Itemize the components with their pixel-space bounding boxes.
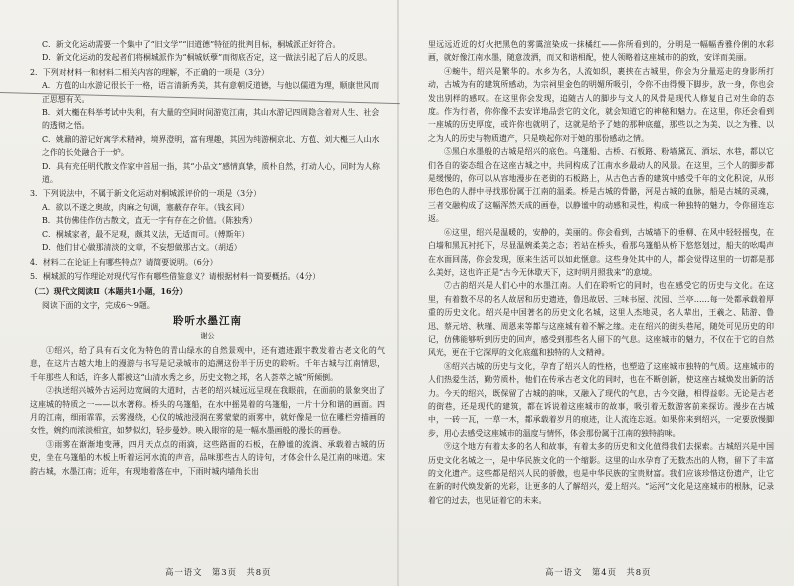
page-footer-left: 高一语文 第3页 共8页 [165, 567, 272, 577]
essay-paragraph-1: ①绍兴，给了具有石文化为特色的青山绿水的自然景观中，还有遗迹跟宇教发着古老文化的气息，在这片古越大地上的漫游与书写是记录城市的追溯这份半于历史的聆听。千年古城与江南情思，千年那些人和话，许多人都被这“山清水秀之乡，历史文物之邦，名人荟萃之城”所倾倒。 [30, 345, 385, 382]
q3-option-b: B．其仿佛佳作仿古散文，直无一字有存在之价值。（陈独秀） [42, 216, 257, 226]
essay-paragraph-3: ③雨雾在渐渐地变薄，四月天点点的雨滴，这些路面的石板，在静谧的流淌、承载着古城的历史，坐在乌篷船的木板上听着运河水流的声音，品味那些古人的诗句，才体会什么是江南的味道。宋韵古城，水墨江南；近年，有现地着落在中，下雨时城内墙角长出 [30, 439, 385, 476]
q2-option-b: B．刘大櫆在科举考试中失利，有大量的空间时间游览江南，其山水游记四周隐含着对人生、社会的透彻之悟。 [42, 108, 380, 131]
essay-paragraph-4: ④蜿牛，绍兴是繁华的。水乡为名，人流如织，裹挟在古城里，你会为分量巡走的身影所打动，古城为有的建筑所感动，为宗祠里金色的明媚所吸引，令你不由得慢下脚步，放一身，你也会发出别样的感叹。在这里你会发现，追随古人的脚步与文人的风骨是现代人修复自己对生命的态度。作为行者，你你像不去安详地品尝它的文化，就会知道它的神秘和魅力。在这里，你还会看到一座城的历史厚度，或许你也就明了，这就是给予了她的那种底蕴，那些以之为美、以之为雅、以之为人的历史与物质遗产，只是唤起你对于她的那份感动之情。 [428, 66, 774, 143]
essay-paragraph-2: ②执送绍兴城外古运河边宽阔的大道时，古老的绍兴城远远呈现在我眼前，在面前的景象突出了这座城的特质之一——以水著称。桥头的乌篷船，在水中摇晃着的乌篷船，一片十分和谐的画面。四月的江南，细雨霏霏，云雾漫绕，心仪的城池浸润在雾蒙蒙的雨雾中，就好像是一位在雕栏旁描画的女性，婉约而浓淡相宜，如梦似幻，轻步曼妙。映入眼帘的是一幅水墨画般的漫长的画卷。 [30, 386, 385, 436]
page-footer-right: 高一语文 第4页 共8页 [545, 567, 652, 577]
essay-paragraph-7: ⑦古韵绍兴是人们心中的水墨江南。人们在聆听它的同时，也在感受它的历史与文化。在这里，有着数不尽的名人故居和历史遗迹，鲁迅故居、三味书屋、沈园、兰亭……每一处都承载着厚重的历史文化。绍兴是中国著名的历史文化名城，这里人杰地灵，名人辈出，王羲之、陆游、鲁迅、蔡元培、秋瑾、周恩来等都与这座城有着不解之缘。走在绍兴的街头巷尾，随处可见历史的印记，仿佛能够听到历史的回声，感受到那些名人留下的气息。这座城市的魅力，不仅在于它的自然风光，更在于它深厚的文化底蕴和独特的人文精神。 [428, 281, 774, 358]
right-page [428, 38, 774, 507]
q3-option-c: C．桐城家者，最不足观，颇其义法，无适而可。（傅斯年） [42, 229, 250, 239]
essay-paragraph-9: ⑨这个地方有着太多的名人和故事，有着太多的历史和文化值得我们去探索。古城绍兴是中国历史文化名城之一，是中华民族文化的一个缩影。这里的山水孕育了无数杰出的人物，留下了丰富的文化遗产。这些都是绍兴人民的骄傲，也是中华民族的宝贵财富。我们应该珍惜这份遗产，让它在新的时代焕发新的光彩，让更多的人了解绍兴，爱上绍兴。“运河”文化是这座城市的根脉，记录着它的过去，也见证着它的未来。 [428, 442, 774, 505]
question-2: 2．下列对材料一和材料二相关内容的理解，不正确的一项是（3分） [30, 67, 269, 77]
question-4: 4．材料二在论证上有哪些特点？请简要说明。（6分） [30, 257, 218, 267]
q2-option-d: D．具有充任明代散文作家中首屈一指，其“小品文”感情真挚，质朴自然，打动人心，同时为人称道。 [42, 161, 380, 185]
q3-option-a: A．欲以不遂之奥故，肉麻之句调，塞蔽存存年。（钱玄同） [42, 202, 249, 212]
essay-paragraph-6: ⑥这里，绍兴是温暖的，安静的，美丽的。你会看到，古城墙下的垂柳、在风中轻轻摇曳，在白墙和黑瓦衬托下，尽显温婉柔美之态；若站在桥头，看那乌篷船从桥下悠悠划过，船夫的吆喝声在水面回荡，你会发现，原来生活可以如此惬意。这些身处其中的人，都会觉得这里的一切都是那么美好，这也许正是“古今无休歇天下，这时明月照我来”的意境。 [428, 227, 774, 277]
essay-title: 聆听水墨江南 [173, 315, 242, 328]
essay-paragraph-5: ⑤黑白水墨般的古城是绍兴的底色。乌篷船、古桥、石板路、粉墙黛瓦、酒坛、水巷，都以它们各自的姿态组合在这座古城之中，共同构成了江南水乡最动人的风景。在这里，三个人的脚步都是缓慢的，你可以从容地漫步在老街的石板路上，从古色古香的建筑中感受千年的文化积淀，从形形色色的人群中寻找那份属于江南的温柔。桥是古城的骨骼，河是古城的血脉，船是古城的灵魂，三者交融构成了这幅浑然天成的画卷，以静谧中的动感和灵性，构成一种独特的魅力，令你留连忘返。 [428, 147, 774, 224]
q2-option-c: C．姚鼐的游记好寓学术精神，境界澄明，富有理趣，其因为纯游桐京北、方苞、刘大櫆三人山水之作的长处融合于一炉。 [42, 134, 380, 158]
q1-option-d: D．新文化运动的发起者们将桐城派作为“桐城妖孽”而彻底否定，这一做法引起了后人的反思。 [42, 53, 373, 63]
essay-paragraph-3-cont: 里远远近近的灯火把黑色的雾霭渲染成一抹橘红——你所看到的，分明是一幅幅香雅伶俐的水彩画，就好像江南水墨，随意泼洒，而又和谐相配，使人领略着这座城市的韵致，安详而美丽。 [428, 40, 774, 63]
essay-paragraph-8: ⑧绍兴古城的历史与文化，孕育了绍兴人的性格，也塑造了这座城市独特的气质。这座城市的人们热爱生活，勤劳质朴，他们在传承古老文化的同时，也在不断创新，使这座古城焕发出新的活力。今天的绍兴，既保留了古城的韵味，又融入了现代的气息，古今交融，相得益彰。无论是古老的街巷，还是现代的建筑，都在诉说着这座城市的故事，吸引着无数游客前来探访。漫步在古城中，一砖一瓦，一草一木，都承载着岁月的痕迹，让人流连忘返。如果你来到绍兴，一定要放慢脚步，用心去感受这座城市的温度与情怀，体会那份属于江南的独特韵味。 [428, 361, 774, 438]
page-fold [397, 0, 399, 586]
reading-instruction: 阅读下面的文字，完成6～9题。 [42, 300, 155, 310]
left-page [30, 38, 385, 478]
q3-option-d: D．他们甘心做那清淡的文章，不妄想做那古文。（胡适） [42, 243, 242, 253]
q1-option-c: C．新文化运动需要一个集中了“旧文学”“旧道德”特征的批判目标，桐城派正好符合。 [42, 40, 341, 49]
question-3: 3．下列说法中，不属于新文化运动对桐城派评价的一项是（3分） [30, 189, 261, 199]
question-5: 5．桐城派的写作理论对现代写作有哪些借鉴意义？请根据材料一简要概括。（4分） [30, 271, 321, 281]
section-header: （二）现代文阅读Ⅱ（本题共1小题，16分） [30, 287, 188, 297]
essay-author: 谢公 [200, 331, 215, 340]
q2-option-a: A．方苞的山水游记很长于一格，语言清新秀美，其有意朝反道德，与他以儒道为理，顺康世风而正思想有关。 [42, 81, 380, 104]
